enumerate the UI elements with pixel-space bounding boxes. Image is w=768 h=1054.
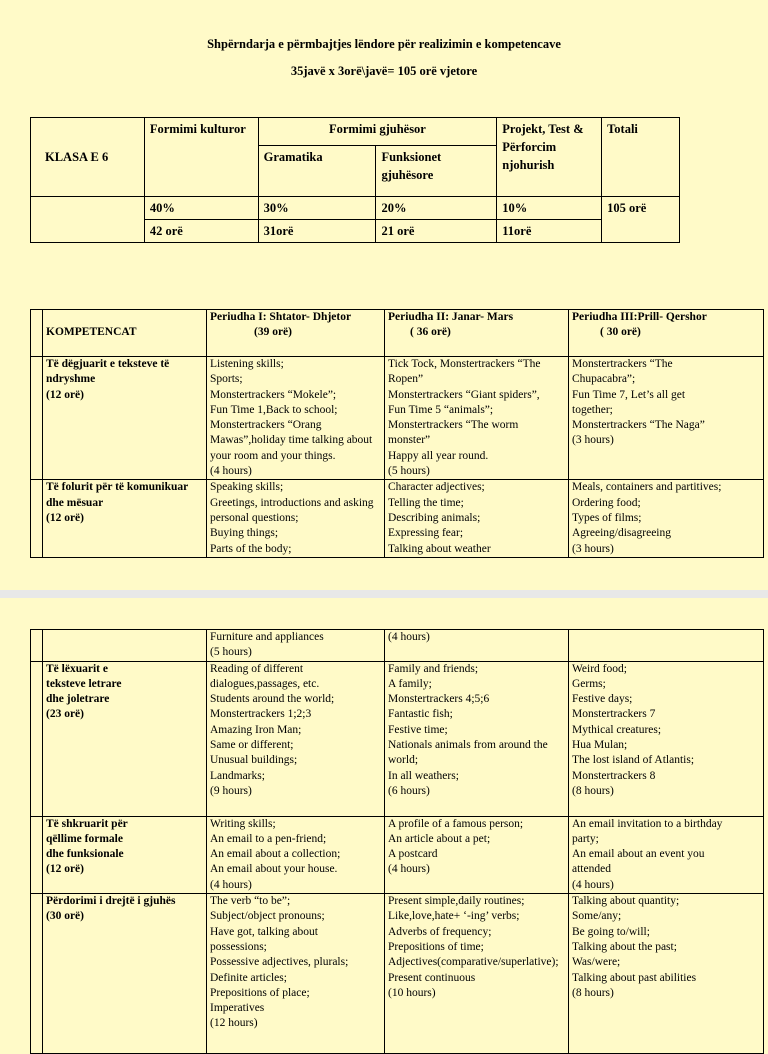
cell-line: (3 hours) xyxy=(572,542,614,555)
margin-cell xyxy=(31,310,43,357)
cell-line: Monstertrackers “Mokele”; xyxy=(210,388,337,401)
margin-cell xyxy=(31,630,43,662)
cell-line: Mythical creatures; xyxy=(572,723,662,736)
cell-line: Monstertrackers “The xyxy=(572,358,673,370)
cell-line: Landmarks; xyxy=(210,769,265,782)
cell-line: Monstertrackers 1;2;3 xyxy=(210,708,312,721)
cell-line: Fun Time 7, Let’s all get xyxy=(572,388,686,401)
cell-line: Present simple,daily routines; xyxy=(388,895,525,908)
cell-line: Describing animals; xyxy=(388,511,481,524)
cell-line: Same or different; xyxy=(210,739,294,752)
period-2-content xyxy=(385,816,569,893)
cell-line: personal questions; xyxy=(210,511,299,524)
funksionet-label: Funksionet gjuhësore xyxy=(381,150,442,183)
period-2-content xyxy=(385,894,569,1054)
competence-row xyxy=(31,357,764,480)
cell-line: dhe joletrare xyxy=(46,693,110,706)
cell-line: Subject/object pronouns; xyxy=(210,910,325,923)
continued-row xyxy=(31,630,764,662)
cell-line: Monstertrackers “The worm xyxy=(388,419,519,432)
cell-line: (8 hours) xyxy=(572,784,614,797)
period-3-content xyxy=(569,816,764,893)
cell-line: A family; xyxy=(388,677,432,690)
period-3-content xyxy=(569,480,764,558)
page-title: Shpërndarja e përmbajtjes lëndore për realizimin e kompetencave xyxy=(207,37,561,51)
period-1-content xyxy=(207,480,385,558)
cell-line: Possessive adjectives, plurals; xyxy=(210,956,349,969)
cell-line: Speaking skills; xyxy=(210,481,284,494)
cell-line: your room and your things. xyxy=(210,449,336,462)
margin-cell xyxy=(31,894,43,1054)
cell-line: Përdorimi i drejtë i gjuhës xyxy=(46,895,176,908)
class-label-cell xyxy=(31,118,145,197)
cell-line: Present continuous xyxy=(388,971,476,984)
cell-line: Festive time; xyxy=(388,723,448,736)
competence-name xyxy=(43,894,207,1054)
cell-line: Be going to/will; xyxy=(572,925,650,938)
competence-row xyxy=(31,816,764,893)
cell-line: Monstertrackers “Orang xyxy=(210,419,322,432)
period-2-hours: ( 36 orë) xyxy=(410,326,451,339)
formimi-kulturor-header xyxy=(144,118,258,197)
cell-line: Expressing fear; xyxy=(388,527,464,540)
period-3-title: Periudha III:Prill- Qershor xyxy=(572,311,707,323)
period-3-hours: ( 30 orë) xyxy=(600,326,641,339)
cell-line: qëllime formale xyxy=(46,832,123,845)
period-1-content xyxy=(207,661,385,816)
cell-line: Some/any; xyxy=(572,910,622,923)
cell-line: dialogues,passages, etc. xyxy=(210,677,320,690)
cell-line: The lost island of Atlantis; xyxy=(572,754,695,767)
cell-line: Weird food; xyxy=(572,662,627,675)
competence-name xyxy=(43,480,207,558)
empty-cell xyxy=(569,630,764,662)
cell-line: Greetings, introductions and asking xyxy=(210,496,374,509)
cell-line: (5 hours) xyxy=(388,465,430,478)
cell-line: Monstertrackers 8 xyxy=(572,769,656,782)
cell-line: Amazing Iron Man; xyxy=(210,723,302,736)
pct-cell: 30% xyxy=(258,197,376,220)
formimi-kulturor-label: Formimi kulturor xyxy=(149,122,246,136)
hours-cell: 42 orë xyxy=(144,220,258,243)
cell-line: Monstertrackers 4;5;6 xyxy=(388,693,490,706)
projekt-label: Projekt, Test & Përforcim njohurish xyxy=(502,122,584,172)
cell-line: teksteve letrare xyxy=(46,677,122,690)
cell-line: An email about a collection; xyxy=(210,848,341,861)
cell-line: (4 hours) xyxy=(388,863,430,876)
competence-row xyxy=(31,661,764,816)
cell-line: (3 hours) xyxy=(572,434,614,447)
cell-line: An email invitation to a birthday xyxy=(572,817,723,830)
cell-line: Talking about past abilities xyxy=(572,971,697,984)
cell-line: (6 hours) xyxy=(388,784,430,797)
cell-line: An email about your house. xyxy=(210,863,338,876)
margin-cell xyxy=(31,661,43,816)
cell-line: Family and friends; xyxy=(388,662,479,675)
cell-line: (4 hours) xyxy=(388,631,430,643)
cell-line: Was/were; xyxy=(572,956,621,969)
competence-name xyxy=(43,357,207,480)
cell-line: Të shkruarit për xyxy=(46,817,128,830)
cell-line: (12 orë) xyxy=(46,388,84,401)
cell-line: Have got, talking about xyxy=(210,925,318,938)
cell-line: Fun Time 1,Back to school; xyxy=(210,403,338,416)
cell-line: Ropen” xyxy=(388,373,424,386)
cell-line: monster” xyxy=(388,434,431,447)
totali-label: Totali xyxy=(607,122,638,136)
cell-line: (30 orë) xyxy=(46,910,84,923)
cell-line: Buying things; xyxy=(210,527,279,540)
cell-line: Të dëgjuarit e teksteve të xyxy=(46,358,170,370)
cell-line: Character adjectives; xyxy=(388,481,485,494)
cell-line: Types of films; xyxy=(572,511,642,524)
empty-cell xyxy=(43,630,207,662)
cell-line: (4 hours) xyxy=(210,878,252,891)
kompetencat-label: KOMPETENCAT xyxy=(46,326,137,339)
cell-line: (5 hours) xyxy=(210,646,252,659)
cell-line: Furniture and appliances xyxy=(210,631,324,643)
cell-line: Monstertrackers “Giant spiders”, xyxy=(388,388,540,401)
cell-line: Adverbs of frequency; xyxy=(388,925,492,938)
hours-cell: 21 orë xyxy=(376,220,497,243)
cell-line: Të folurit për të komunikuar xyxy=(46,481,189,494)
cell-line: Adjectives(comparative/superlative); xyxy=(388,956,559,969)
competences-table-part-1 xyxy=(30,309,764,558)
period-2-title: Periudha II: Janar- Mars xyxy=(388,311,514,323)
cell-line: Fantastic fish; xyxy=(388,708,453,721)
cell-line: Telling the time; xyxy=(388,496,464,509)
cell-line: Talking about weather xyxy=(388,542,491,555)
pct-cell: 10% xyxy=(497,197,602,220)
cell-line: Monstertrackers “The Naga” xyxy=(572,419,705,432)
competences-table-part-2 xyxy=(30,629,764,1054)
cell-line: dhe funksionale xyxy=(46,848,124,861)
kompetencat-header xyxy=(43,310,207,357)
margin-cell xyxy=(31,480,43,558)
period-1-content xyxy=(207,357,385,480)
cell-line: Meals, containers and partitives; xyxy=(572,481,722,494)
cell-line: Sports; xyxy=(210,373,243,386)
cell-line: Talking about quantity; xyxy=(572,895,680,908)
cell-line: (9 hours) xyxy=(210,784,252,797)
period-1-header xyxy=(207,310,385,357)
cell-line: Të lëxuarit e xyxy=(46,662,108,675)
cell-line: Chupacabra”; xyxy=(572,373,636,386)
cell-line: Happy all year round. xyxy=(388,449,489,462)
cell-line: party; xyxy=(572,832,599,845)
period-1-content xyxy=(207,816,385,893)
period-2-content xyxy=(385,661,569,816)
hours-distribution-table xyxy=(30,117,680,243)
cell-line: Festive days; xyxy=(572,693,633,706)
period-3-content xyxy=(569,894,764,1054)
period-2-content xyxy=(385,357,569,480)
cell-line: Prepositions of time; xyxy=(388,940,484,953)
period-2-content xyxy=(385,480,569,558)
gramatika-label: Gramatika xyxy=(263,150,323,165)
cell-line: Talking about the past; xyxy=(572,940,677,953)
formimi-gjuhesor-header xyxy=(258,118,497,146)
period-3-content xyxy=(569,357,764,480)
funksionet-header xyxy=(376,146,497,197)
cell-line: (12 orë) xyxy=(46,863,84,876)
class-label: KLASA E 6 xyxy=(45,150,109,164)
pct-cell: 40% xyxy=(144,197,258,220)
cell-line: Mawas”,holiday time talking about xyxy=(210,434,373,447)
gramatika-header xyxy=(258,146,376,197)
pct-cell: 20% xyxy=(376,197,497,220)
cell-line: dhe mësuar xyxy=(46,496,104,509)
cell-line: (12 hours) xyxy=(210,1017,258,1030)
cell-line: ndryshme xyxy=(46,373,96,386)
cell-line: Nationals animals from around the xyxy=(388,739,548,752)
competence-row xyxy=(31,894,764,1054)
period-1-hours: (39 orë) xyxy=(254,326,292,339)
competence-row xyxy=(31,480,764,558)
cell-line: Imperatives xyxy=(210,1002,265,1015)
hours-cell: 11orë xyxy=(497,220,602,243)
cell-line: Hua Mulan; xyxy=(572,739,628,752)
cell-line: An email about an event you xyxy=(572,848,705,861)
projekt-header xyxy=(497,118,602,197)
cell-line: Parts of the body; xyxy=(210,542,292,555)
cell-line: Ordering food; xyxy=(572,496,641,509)
totali-value: 105 orë xyxy=(602,197,680,243)
period-1-content xyxy=(207,630,385,662)
period-3-header xyxy=(569,310,764,357)
period-1-content xyxy=(207,894,385,1054)
hours-cell: 31orë xyxy=(258,220,376,243)
cell-line: Like,love,hate+ ‘-ing’ verbs; xyxy=(388,910,520,923)
cell-line: Fun Time 5 “animals”; xyxy=(388,403,494,416)
cell-line: Reading of different xyxy=(210,662,304,675)
cell-line: together; xyxy=(572,403,613,416)
cell-line: Listening skills; xyxy=(210,358,284,370)
cell-line: The verb “to be”; xyxy=(210,895,291,908)
cell-line: Writing skills; xyxy=(210,817,276,830)
cell-line: An article about a pet; xyxy=(388,832,491,845)
cell-line: (23 orë) xyxy=(46,708,84,721)
cell-line: world; xyxy=(388,754,419,767)
cell-line: Agreeing/disagreeing xyxy=(572,527,671,540)
cell-line: Prepositions of place; xyxy=(210,986,310,999)
cell-line: (4 hours) xyxy=(572,878,614,891)
period-2-header xyxy=(385,310,569,357)
cell-line: A profile of a famous person; xyxy=(388,817,524,830)
cell-line: Germs; xyxy=(572,677,606,690)
formimi-gjuhesor-label: Formimi gjuhësor xyxy=(329,122,426,136)
cell-line: (4 hours) xyxy=(210,465,252,478)
period-2-content xyxy=(385,630,569,662)
totali-header xyxy=(602,118,680,197)
cell-line: (10 hours) xyxy=(388,986,436,999)
cell-line: In all weathers; xyxy=(388,769,459,782)
page-separator xyxy=(0,590,768,598)
page-subtitle: 35javë x 3orë\javë= 105 orë vjetore xyxy=(290,64,478,78)
cell-line: Tick Tock, Monstertrackers “The xyxy=(388,358,541,370)
cell-line: (12 orë) xyxy=(46,511,84,524)
cell-line: attended xyxy=(572,863,611,876)
cell-line: Unusual buildings; xyxy=(210,754,298,767)
competence-name xyxy=(43,816,207,893)
cell-line: Monstertrackers 7 xyxy=(572,708,656,721)
cell-line: Definite articles; xyxy=(210,971,287,984)
margin-cell xyxy=(31,816,43,893)
cell-line: possessions; xyxy=(210,940,267,953)
competence-name xyxy=(43,661,207,816)
margin-cell xyxy=(31,357,43,480)
cell-line: An email to a pen-friend; xyxy=(210,832,327,845)
empty-cell xyxy=(31,197,145,243)
cell-line: A postcard xyxy=(388,848,438,861)
cell-line: Students around the world; xyxy=(210,693,335,706)
period-1-title: Periudha I: Shtator- Dhjetor xyxy=(210,311,352,323)
period-3-content xyxy=(569,661,764,816)
cell-line: (8 hours) xyxy=(572,986,614,999)
